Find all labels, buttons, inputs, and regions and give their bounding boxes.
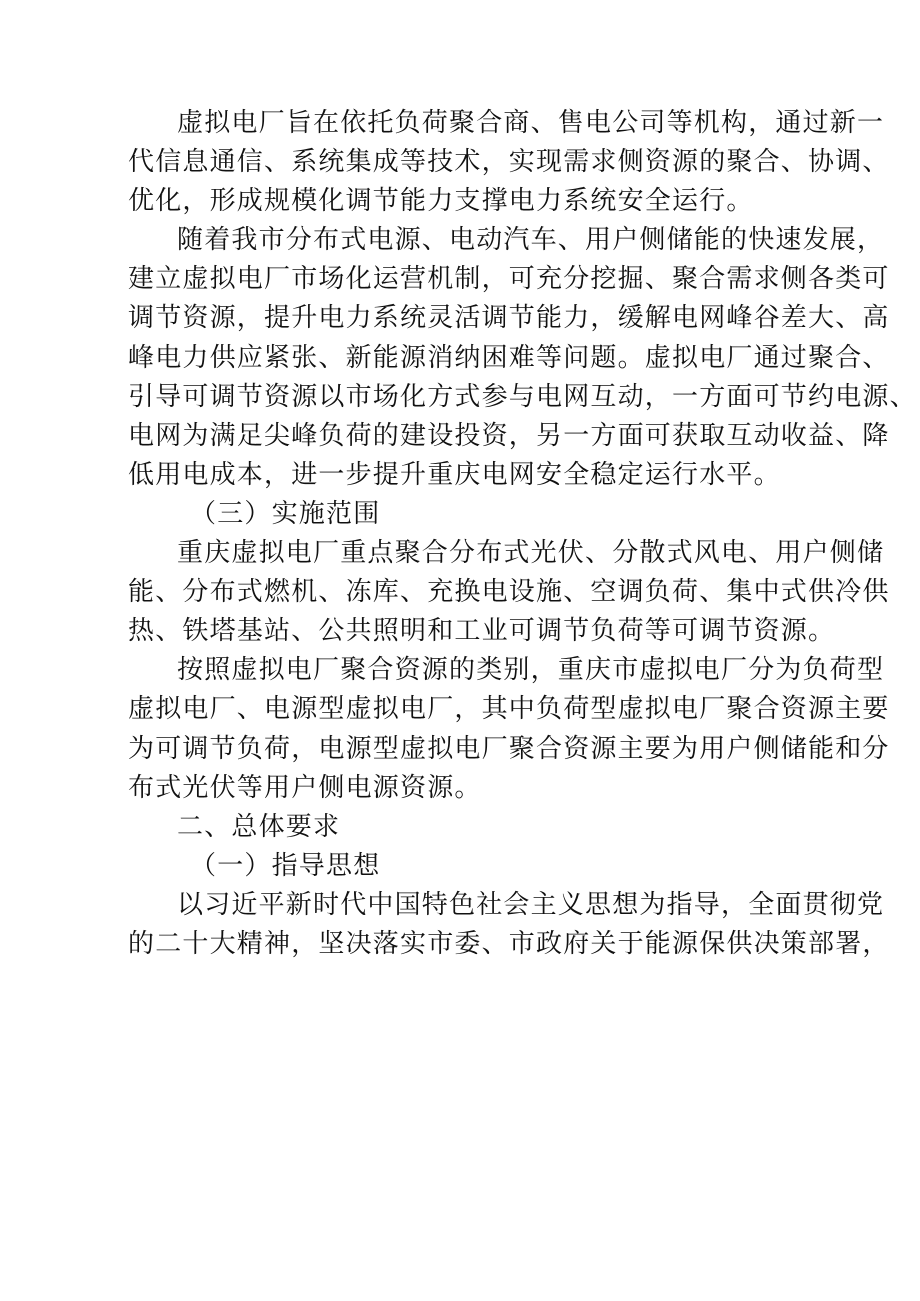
paragraph-line: 峰电力供应紧张、新能源消纳困难等问题。虚拟电厂通过聚合、 — [128, 342, 890, 373]
section-heading: （一）指导思想 — [190, 850, 381, 881]
paragraph-line: 代信息通信、系统集成等技术，实现需求侧资源的聚合、协调、 — [128, 147, 890, 178]
paragraph-line: 低用电成本，进一步提升重庆电网安全稳定运行水平。 — [128, 459, 781, 490]
paragraph-line: 为可调节负荷，电源型虚拟电厂聚合资源主要为用户侧储能和分 — [128, 733, 890, 764]
paragraph-line: 能、分布式燃机、冻库、充换电设施、空调负荷、集中式供冷供 — [128, 577, 890, 608]
paragraph-line: 引导可调节资源以市场化方式参与电网互动，一方面可节约电源、 — [128, 381, 917, 412]
paragraph-line: 调节资源，提升电力系统灵活调节能力，缓解电网峰谷差大、高 — [128, 303, 890, 334]
chapter-heading: 二、总体要求 — [177, 811, 341, 842]
section-heading: （三）实施范围 — [190, 498, 381, 529]
paragraph-line: 以习近平新时代中国特色社会主义思想为指导，全面贯彻党 — [177, 889, 885, 920]
paragraph-line: 布式光伏等用户侧电源资源。 — [128, 772, 482, 803]
paragraph-line: 重庆虚拟电厂重点聚合分布式光伏、分散式风电、用户侧储 — [177, 538, 885, 569]
paragraph-line: 按照虚拟电厂聚合资源的类别，重庆市虚拟电厂分为负荷型 — [177, 655, 885, 686]
paragraph-line: 虚拟电厂旨在依托负荷聚合商、售电公司等机构，通过新一 — [177, 108, 885, 138]
paragraph-line: 热、铁塔基站、公共照明和工业可调节负荷等可调节资源。 — [128, 616, 836, 647]
paragraph-line: 优化，形成规模化调节能力支撑电力系统安全运行。 — [128, 186, 754, 217]
paragraph-line: 电网为满足尖峰负荷的建设投资，另一方面可获取互动收益、降 — [128, 420, 890, 451]
paragraph-line: 的二十大精神，坚决落实市委、市政府关于能源保供决策部署， — [128, 928, 890, 959]
paragraph-line: 随着我市分布式电源、电动汽车、用户侧储能的快速发展， — [177, 225, 885, 256]
paragraph-line: 虚拟电厂、电源型虚拟电厂，其中负荷型虚拟电厂聚合资源主要 — [128, 694, 890, 725]
paragraph-line: 建立虚拟电厂市场化运营机制，可充分挖掘、聚合需求侧各类可 — [128, 264, 890, 295]
